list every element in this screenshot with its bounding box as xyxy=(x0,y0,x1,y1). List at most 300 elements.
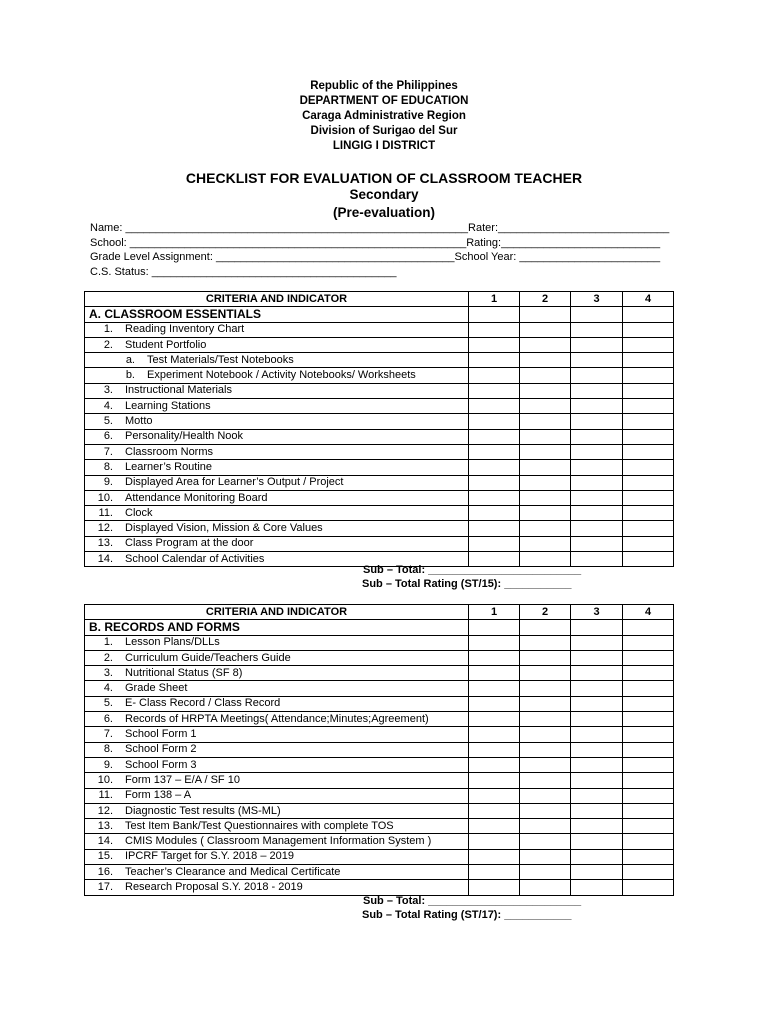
rating-cell[interactable] xyxy=(623,696,674,711)
rating-cell[interactable] xyxy=(571,444,623,459)
item-number: 1. xyxy=(103,636,113,649)
rating-col-2: 2 xyxy=(520,605,571,620)
criteria-item xyxy=(85,849,469,864)
item-number: 10. xyxy=(97,773,113,786)
rating-cell[interactable] xyxy=(520,399,571,414)
rating-cell[interactable] xyxy=(469,635,520,650)
rating-cell[interactable] xyxy=(571,666,623,681)
item-label: Diagnostic Test results (MS-ML) xyxy=(125,804,281,817)
criteria-item xyxy=(85,429,469,444)
item-number: 16. xyxy=(97,865,113,878)
rating-cell[interactable] xyxy=(571,536,623,551)
rating-cell[interactable] xyxy=(469,880,520,895)
field-grade-schoolyear: Grade Level Assignment: _______________________________________School Year: _______________________ xyxy=(90,251,661,263)
rating-cell[interactable] xyxy=(571,880,623,895)
table-row xyxy=(85,880,674,895)
rating-cell[interactable] xyxy=(571,353,623,368)
item-label: Experiment Notebook / Activity Notebooks/ Worksheets xyxy=(147,369,416,382)
rating-cell[interactable] xyxy=(571,727,623,742)
header-line-3: Caraga Administrative Region xyxy=(302,110,466,122)
rating-cell[interactable] xyxy=(623,399,674,414)
criteria-item xyxy=(85,865,469,880)
criteria-item xyxy=(85,788,469,803)
rating-cell[interactable] xyxy=(623,727,674,742)
rating-cell[interactable] xyxy=(520,650,571,665)
item-number: 11. xyxy=(98,506,113,519)
rating-cell[interactable] xyxy=(469,506,520,521)
rating-col-2: 2 xyxy=(520,292,571,307)
rating-cell[interactable] xyxy=(623,865,674,880)
item-number: 8. xyxy=(103,743,113,756)
rating-cell[interactable] xyxy=(623,506,674,521)
rating-cell[interactable] xyxy=(571,742,623,757)
criteria-item xyxy=(85,742,469,757)
item-number: 17. xyxy=(97,880,113,893)
rating-cell[interactable] xyxy=(571,803,623,818)
criteria-item xyxy=(85,337,469,352)
rating-cell xyxy=(623,620,674,635)
rating-cell[interactable] xyxy=(571,490,623,505)
criteria-item xyxy=(85,444,469,459)
rating-cell[interactable] xyxy=(469,353,520,368)
rating-cell[interactable] xyxy=(571,819,623,834)
rating-cell[interactable] xyxy=(469,834,520,849)
section-a-title: A. CLASSROOM ESSENTIALS xyxy=(85,307,469,322)
table-row xyxy=(85,475,674,490)
item-number: 14. xyxy=(97,552,113,565)
rating-cell[interactable] xyxy=(520,429,571,444)
rating-cell[interactable] xyxy=(520,383,571,398)
table-row xyxy=(85,865,674,880)
table-header-row xyxy=(85,292,674,307)
rating-cell[interactable] xyxy=(520,490,571,505)
rating-cell[interactable] xyxy=(469,383,520,398)
document-title xyxy=(0,170,768,222)
rating-cell[interactable] xyxy=(520,460,571,475)
item-label: Learner’s Routine xyxy=(125,460,213,473)
field-cs-status: C.S. Status: ________________________________________ xyxy=(90,265,397,278)
criteria-item xyxy=(85,650,469,665)
header-line-5: LINGIG I DISTRICT xyxy=(332,140,436,152)
item-label: Form 138 – A xyxy=(125,789,192,802)
criteria-item xyxy=(85,322,469,337)
table-row xyxy=(85,337,674,352)
rating-col-1: 1 xyxy=(469,292,520,307)
table-row xyxy=(85,460,674,475)
item-label: Instructional Materials xyxy=(125,384,232,397)
rating-col-4: 4 xyxy=(623,605,674,620)
rating-cell[interactable] xyxy=(520,819,571,834)
item-number: 11. xyxy=(98,789,113,802)
rating-cell[interactable] xyxy=(520,773,571,788)
rating-cell[interactable] xyxy=(623,773,674,788)
item-number: 14. xyxy=(97,835,113,848)
table-row xyxy=(85,849,674,864)
rating-cell[interactable] xyxy=(571,834,623,849)
table-row xyxy=(85,322,674,337)
criteria-item xyxy=(85,414,469,429)
item-label: Motto xyxy=(125,415,153,428)
item-label: Records of HRPTA Meetings( Attendance;Minutes;Agreement) xyxy=(125,712,429,725)
item-number: 4. xyxy=(103,399,113,412)
criteria-item xyxy=(85,727,469,742)
table-row xyxy=(85,490,674,505)
rating-cell[interactable] xyxy=(520,521,571,536)
rating-cell[interactable] xyxy=(469,788,520,803)
rating-cell[interactable] xyxy=(520,727,571,742)
item-label: Test Materials/Test Notebooks xyxy=(147,353,294,366)
rating-cell[interactable] xyxy=(623,368,674,383)
table-row xyxy=(85,803,674,818)
rating-cell[interactable] xyxy=(623,834,674,849)
criteria-item xyxy=(85,521,469,536)
rating-cell[interactable] xyxy=(623,414,674,429)
criteria-item xyxy=(85,803,469,818)
rating-cell[interactable] xyxy=(469,399,520,414)
rating-cell xyxy=(469,307,520,322)
rating-cell[interactable] xyxy=(571,788,623,803)
item-number: 4. xyxy=(103,682,113,695)
criteria-item xyxy=(85,681,469,696)
item-label: Class Program at the door xyxy=(125,537,254,550)
table-header-row xyxy=(85,605,674,620)
rating-cell[interactable] xyxy=(520,635,571,650)
rating-col-4: 4 xyxy=(623,292,674,307)
rating-cell[interactable] xyxy=(571,650,623,665)
rating-cell[interactable] xyxy=(623,521,674,536)
rating-cell[interactable] xyxy=(469,521,520,536)
table-row xyxy=(85,742,674,757)
rating-cell[interactable] xyxy=(623,666,674,681)
table-row xyxy=(85,353,674,368)
rating-cell[interactable] xyxy=(520,475,571,490)
rating-col-3: 3 xyxy=(571,605,623,620)
rating-cell xyxy=(469,620,520,635)
rating-cell[interactable] xyxy=(520,757,571,772)
section-a-subtotal: Sub – Total: _________________________ xyxy=(363,564,582,576)
rating-cell[interactable] xyxy=(623,803,674,818)
rating-cell[interactable] xyxy=(520,506,571,521)
item-number: 13. xyxy=(97,537,113,550)
rating-col-1: 1 xyxy=(469,605,520,620)
item-number: 9. xyxy=(103,476,113,489)
criteria-item xyxy=(85,383,469,398)
section-title-row xyxy=(85,307,674,322)
rating-cell[interactable] xyxy=(571,712,623,727)
rating-cell[interactable] xyxy=(571,414,623,429)
rating-cell[interactable] xyxy=(469,460,520,475)
header-line-1: Republic of the Philippines xyxy=(310,80,458,92)
item-number: 15. xyxy=(97,850,113,863)
table-row xyxy=(85,521,674,536)
rating-cell[interactable] xyxy=(571,521,623,536)
rating-cell[interactable] xyxy=(520,865,571,880)
item-label: School Form 1 xyxy=(125,728,197,741)
rating-cell[interactable] xyxy=(623,490,674,505)
criteria-item xyxy=(85,696,469,711)
title-main: CHECKLIST FOR EVALUATION OF CLASSROOM TEACHER xyxy=(185,170,583,186)
rating-cell[interactable] xyxy=(520,849,571,864)
rating-cell[interactable] xyxy=(469,757,520,772)
rating-cell[interactable] xyxy=(571,337,623,352)
rating-cell[interactable] xyxy=(469,681,520,696)
rating-cell xyxy=(520,307,571,322)
item-label: Curriculum Guide/Teachers Guide xyxy=(125,651,291,664)
rating-cell[interactable] xyxy=(469,322,520,337)
rating-cell[interactable] xyxy=(571,506,623,521)
table-row xyxy=(85,666,674,681)
rating-cell[interactable] xyxy=(623,337,674,352)
rating-cell[interactable] xyxy=(623,712,674,727)
item-label: Personality/Health Nook xyxy=(125,430,244,443)
table-row xyxy=(85,650,674,665)
table-row xyxy=(85,834,674,849)
rating-cell[interactable] xyxy=(469,444,520,459)
rating-cell[interactable] xyxy=(571,475,623,490)
item-number: 3. xyxy=(103,384,113,397)
table-row xyxy=(85,368,674,383)
item-label: Attendance Monitoring Board xyxy=(125,491,268,504)
criteria-item xyxy=(85,773,469,788)
records-forms-table xyxy=(84,604,674,896)
rating-cell[interactable] xyxy=(623,849,674,864)
rating-cell[interactable] xyxy=(623,536,674,551)
item-number: a. xyxy=(125,353,135,366)
table-row xyxy=(85,429,674,444)
table-row xyxy=(85,696,674,711)
rating-cell[interactable] xyxy=(623,460,674,475)
criteria-item xyxy=(85,666,469,681)
section-b-title: B. RECORDS AND FORMS xyxy=(85,620,469,635)
rating-cell[interactable] xyxy=(571,849,623,864)
item-label: Test Item Bank/Test Questionnaires with complete TOS xyxy=(125,819,394,832)
rating-cell[interactable] xyxy=(571,696,623,711)
item-number: 13. xyxy=(97,819,113,832)
rating-cell[interactable] xyxy=(623,650,674,665)
rating-cell[interactable] xyxy=(571,773,623,788)
rating-cell[interactable] xyxy=(623,757,674,772)
rating-cell[interactable] xyxy=(571,322,623,337)
item-number: 5. xyxy=(103,697,113,710)
rating-cell[interactable] xyxy=(571,865,623,880)
item-number: 1. xyxy=(103,323,113,336)
criteria-item xyxy=(85,819,469,834)
item-number: 10. xyxy=(97,491,113,504)
item-label: E- Class Record / Class Record xyxy=(125,697,281,710)
item-label: Student Portfolio xyxy=(125,338,207,351)
rating-cell[interactable] xyxy=(520,444,571,459)
table-row xyxy=(85,727,674,742)
title-phase: (Pre-evaluation) xyxy=(332,205,436,220)
rating-cell[interactable] xyxy=(520,788,571,803)
rating-cell[interactable] xyxy=(520,696,571,711)
info-fields xyxy=(90,221,680,279)
rating-cell[interactable] xyxy=(469,337,520,352)
table-row xyxy=(85,444,674,459)
item-number: 5. xyxy=(103,415,113,428)
rating-cell xyxy=(571,620,623,635)
rating-cell[interactable] xyxy=(623,788,674,803)
rating-cell[interactable] xyxy=(520,536,571,551)
rating-cell[interactable] xyxy=(623,444,674,459)
rating-cell[interactable] xyxy=(469,712,520,727)
criteria-item xyxy=(85,460,469,475)
item-label: School Form 2 xyxy=(125,743,197,756)
table-row xyxy=(85,399,674,414)
table-row xyxy=(85,712,674,727)
rating-cell[interactable] xyxy=(571,757,623,772)
rating-cell[interactable] xyxy=(520,353,571,368)
rating-cell[interactable] xyxy=(469,727,520,742)
rating-cell[interactable] xyxy=(469,849,520,864)
rating-cell[interactable] xyxy=(469,414,520,429)
item-label: Clock xyxy=(125,506,153,519)
item-number: 6. xyxy=(103,712,113,725)
item-label: Reading Inventory Chart xyxy=(125,323,245,336)
item-number: 8. xyxy=(103,460,113,473)
rating-cell[interactable] xyxy=(469,650,520,665)
table-row xyxy=(85,635,674,650)
criteria-item xyxy=(85,353,469,368)
rating-cell[interactable] xyxy=(469,475,520,490)
rating-cell[interactable] xyxy=(520,337,571,352)
rating-cell[interactable] xyxy=(571,429,623,444)
rating-cell xyxy=(571,307,623,322)
item-number: 7. xyxy=(103,728,113,741)
rating-cell[interactable] xyxy=(469,490,520,505)
rating-cell[interactable] xyxy=(520,880,571,895)
criteria-item xyxy=(85,475,469,490)
field-name-rater: Name: ________________________________________________________Rater:____________________________ xyxy=(90,222,670,234)
rating-col-3: 3 xyxy=(571,292,623,307)
table-row xyxy=(85,414,674,429)
rating-cell[interactable] xyxy=(469,819,520,834)
rating-cell[interactable] xyxy=(623,322,674,337)
title-level: Secondary xyxy=(349,187,419,202)
item-label: Nutritional Status (SF 8) xyxy=(125,666,243,679)
item-number: 9. xyxy=(103,758,113,771)
rating-cell xyxy=(623,307,674,322)
rating-cell[interactable] xyxy=(520,414,571,429)
item-label: Teacher’s Clearance and Medical Certificate xyxy=(125,865,341,878)
rating-cell[interactable] xyxy=(623,475,674,490)
criteria-item xyxy=(85,834,469,849)
rating-cell[interactable] xyxy=(520,712,571,727)
rating-cell[interactable] xyxy=(469,666,520,681)
rating-cell[interactable] xyxy=(623,742,674,757)
rating-cell[interactable] xyxy=(469,536,520,551)
item-label: Displayed Area for Learner’s Output / Project xyxy=(125,476,344,489)
item-number: 12. xyxy=(97,804,113,817)
section-a-subtotal-rating: Sub – Total Rating (ST/15): ___________ xyxy=(362,578,572,590)
criteria-item xyxy=(85,368,469,383)
item-number: 2. xyxy=(103,651,113,664)
rating-cell[interactable] xyxy=(571,368,623,383)
item-number: 7. xyxy=(103,445,113,458)
table-row xyxy=(85,506,674,521)
table-row xyxy=(85,383,674,398)
item-label: Research Proposal S.Y. 2018 - 2019 xyxy=(125,880,303,893)
section-b-subtotal: Sub – Total: _________________________ xyxy=(363,895,582,907)
rating-cell[interactable] xyxy=(469,865,520,880)
item-number: 2. xyxy=(103,338,113,351)
rating-cell[interactable] xyxy=(571,460,623,475)
criteria-item xyxy=(85,399,469,414)
criteria-item xyxy=(85,490,469,505)
item-number: 6. xyxy=(103,430,113,443)
section-b-subtotal-rating: Sub – Total Rating (ST/17): ___________ xyxy=(362,909,572,921)
rating-cell[interactable] xyxy=(571,383,623,398)
criteria-header: CRITERIA AND INDICATOR xyxy=(85,605,469,620)
rating-cell[interactable] xyxy=(623,880,674,895)
rating-cell[interactable] xyxy=(520,666,571,681)
table-row xyxy=(85,788,674,803)
item-label: Classroom Norms xyxy=(125,445,214,458)
section-title-row xyxy=(85,620,674,635)
rating-cell[interactable] xyxy=(469,696,520,711)
rating-cell[interactable] xyxy=(623,681,674,696)
rating-cell[interactable] xyxy=(571,399,623,414)
letterhead xyxy=(0,79,768,154)
item-label: Learning Stations xyxy=(125,399,211,412)
classroom-essentials-table xyxy=(84,291,674,567)
rating-cell[interactable] xyxy=(469,803,520,818)
rating-cell[interactable] xyxy=(520,803,571,818)
item-label: Displayed Vision, Mission & Core Values xyxy=(125,522,323,535)
rating-cell[interactable] xyxy=(571,681,623,696)
criteria-item xyxy=(85,506,469,521)
section-b-subtotals xyxy=(362,894,581,922)
rating-cell[interactable] xyxy=(623,429,674,444)
rating-cell[interactable] xyxy=(571,635,623,650)
criteria-item xyxy=(85,712,469,727)
rating-cell[interactable] xyxy=(469,742,520,757)
table-row xyxy=(85,773,674,788)
item-label: School Calendar of Activities xyxy=(125,552,265,565)
criteria-item xyxy=(85,536,469,551)
rating-cell[interactable] xyxy=(623,552,674,567)
item-number: b. xyxy=(125,369,135,382)
item-label: Lesson Plans/DLLs xyxy=(125,636,220,649)
header-line-2: DEPARTMENT OF EDUCATION xyxy=(299,95,469,107)
rating-cell[interactable] xyxy=(623,819,674,834)
rating-cell[interactable] xyxy=(623,383,674,398)
table-row xyxy=(85,536,674,551)
item-number: 3. xyxy=(103,666,113,679)
rating-cell[interactable] xyxy=(520,681,571,696)
field-school-rating: School: _______________________________________________________Rating:__________________________ xyxy=(90,236,661,249)
rating-cell[interactable] xyxy=(469,773,520,788)
rating-cell[interactable] xyxy=(623,353,674,368)
item-label: Grade Sheet xyxy=(125,682,188,695)
rating-cell[interactable] xyxy=(520,742,571,757)
rating-cell[interactable] xyxy=(469,368,520,383)
item-label: Form 137 – E/A / SF 10 xyxy=(125,773,240,786)
item-label: School Form 3 xyxy=(125,758,197,771)
rating-cell[interactable] xyxy=(520,368,571,383)
header-line-4: Division of Surigao del Sur xyxy=(310,125,458,137)
rating-cell[interactable] xyxy=(520,834,571,849)
criteria-header: CRITERIA AND INDICATOR xyxy=(85,292,469,307)
rating-cell[interactable] xyxy=(469,429,520,444)
section-a-subtotals xyxy=(362,563,581,591)
rating-cell xyxy=(520,620,571,635)
table-row xyxy=(85,681,674,696)
item-number: 12. xyxy=(97,522,113,535)
criteria-item xyxy=(85,635,469,650)
rating-cell[interactable] xyxy=(520,322,571,337)
rating-cell[interactable] xyxy=(623,635,674,650)
